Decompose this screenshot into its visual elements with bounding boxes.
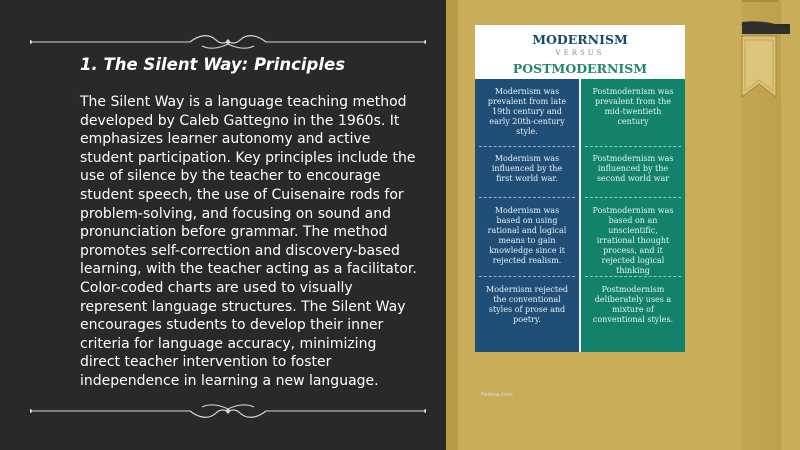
heading-modernism: MODERNISM — [532, 32, 628, 47]
row-divider — [479, 276, 575, 277]
modernism-point: Modernism was based on using rational and logical means to gain knowledge since it rejected realism. — [487, 206, 567, 265]
heading-versus: VERSUS — [555, 49, 605, 57]
postmodernism-point: Postmodernism was based on an unscientific, irrational thought process, and it rejected logical thinking — [592, 206, 674, 275]
slide-body-text: The Silent Way is a language teaching method developed by Caleb Gattegno in the 1960s. It emphasizes learner autonomy and active student participation. Key principles include the use of silence by the teacher to encourage student speech, the use of Cuisenaire rods for problem-solving, and focusing on sound and pronunciation before grammar. The method promotes self-correction and discovery-based learning, with the teacher acting as a facilitator. Color-coded charts are used to visually represent language structures. The Silent Way encourages students to develop their inner criteria for language accuracy, minimizing direct teacher intervention to foster independence in learning a new language. — [80, 94, 417, 389]
row-divider — [585, 276, 681, 277]
row-divider — [479, 197, 575, 198]
postmodernism-point: Postmodernism was influenced by the second world war — [592, 154, 674, 183]
row-divider — [585, 146, 681, 147]
modernism-column — [475, 79, 579, 398]
row-divider — [479, 146, 575, 147]
postmodernism-point: Postmodernism was prevalent from the mid-twentieth century — [592, 87, 674, 126]
infographic-header — [475, 25, 685, 79]
modernism-point: Modernism was influenced by the first world war. — [491, 154, 563, 183]
row-divider — [585, 197, 681, 198]
postmodernism-point: Postmodernism deliberately uses a mixture of conventional styles. — [592, 285, 674, 324]
slide-title: 1. The Silent Way: Principles — [80, 55, 346, 74]
infographic-image — [475, 25, 685, 398]
source-credit: Pediaa.com — [481, 392, 513, 398]
postmodernism-column — [581, 79, 685, 352]
modernism-point: Modernism rejected the conventional styles of prose and poetry. — [486, 285, 568, 324]
modernism-point: Modernism was prevalent from late 19th century and early 20th-century style. — [487, 87, 567, 136]
heading-postmodernism: POSTMODERNISM — [512, 61, 648, 76]
